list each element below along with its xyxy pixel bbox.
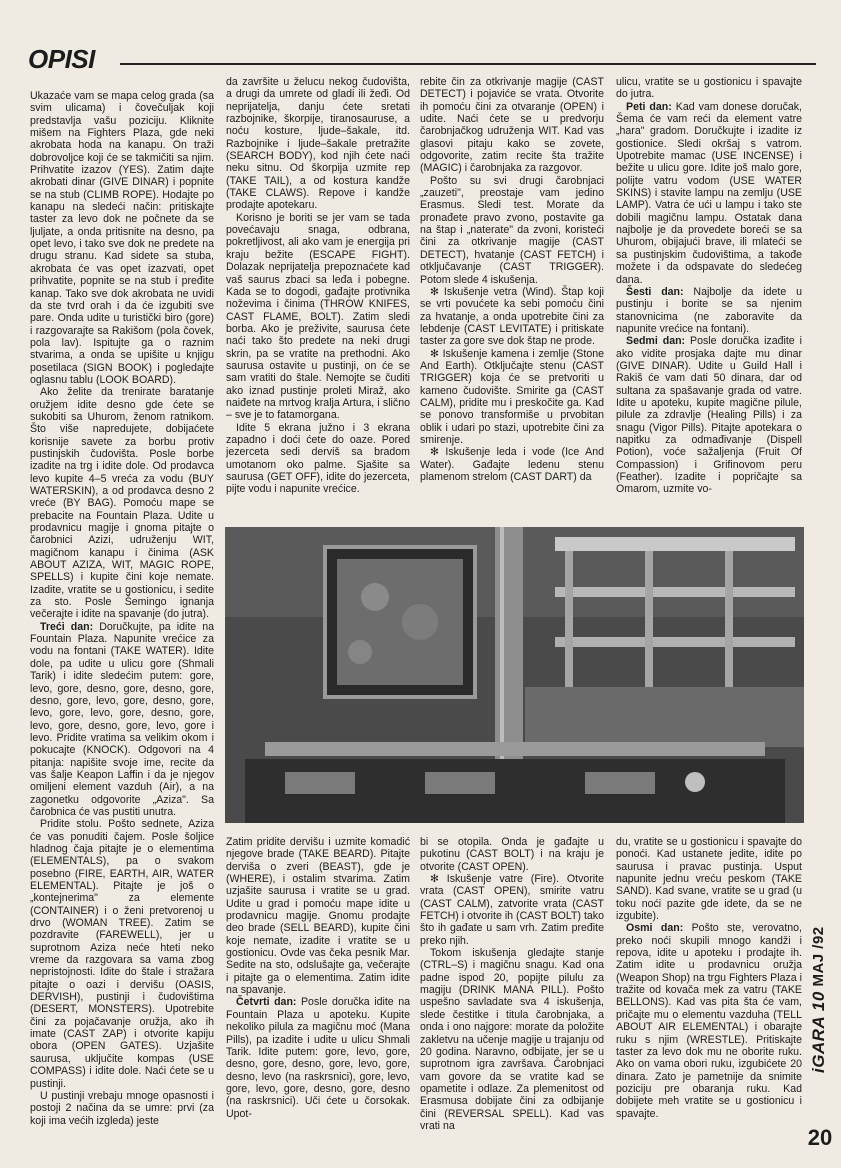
page-number: 20: [807, 1125, 833, 1150]
paragraph-eighth-day: Osmi dan: Pošto ste, verovatno, preko noći skupili mnogo kandži i repova, idite u apoteku i prodajte ih. Zatim idite u prodavnicu oružja (Weapon Shop) na trgu Fighters Plaza i tražite od kovača mek za vatru (TAKE BELLONS). Kad vas pita šta će vam, pričajte mu o elementu vazduha (TELL ABOUT AIR ELEMENTAL) i obarajte ruku s njim (WRESTLE). Pritiskajte taster za levo dok mu ne oborite ruku. Ako on vama obori ruku, izgubićete 20 dinara. Zato je pametnije da snimite poziciju pre obaranja ruku. Kad dobijete meh vratite se u gostionicu i spavajte.: [616, 922, 802, 1120]
paragraph: Pridite stolu. Pošto sednete, Aziza će vas ponuditi čajem. Posle šoljice hladnog čaja pitajte je o elementima (ELEMENTALS), pa o svakom posebno (FIRE, EARTH, AIR, WATER ELEMENTAL). Pitajte je još o „kontejnerima" za elemente (CONTAINER) i o ženi pretvorenoj u drvo (WOMAN TREE). Zatim se pozdravite (FAREWELL), jer u suprotnom Aziza neće hteti neko vreme da razgovara sa vama zbog nepristojnosti. Idite do štale i stražara pitajte o oazi i dervišu (OASIS, DERVISH), pustinji i čudovištima (DESERT, MONSTERS). Upotrebite čini za pojačavanje oružja, ako ih imate (CAST ZAP) i otvorite kapiju obora (OPEN GATES). Uzjašite saurusa, uključite kompas (USE COMPASS) i idite dole. Naći ćete se u pustinji.: [30, 818, 214, 1090]
column-2-bottom: [226, 836, 410, 1156]
paragraph: ✻ Iskušenje vetra (Wind). Štap koji se vrti povućete ka sebi pomoću čini za hvatanje, a onda upotrebite čini za lebdenje (CAST LEVITATE) i pritiskate taster za gore sve dok štap ne prode.: [420, 285, 604, 348]
section-title: OPISI: [28, 44, 95, 74]
paragraph: da završite u želucu nekog čudovišta, a drugi da umrete od gladi ili žeđi. Od neprijatelja, danju ćete sretati razbojnike, škorpije, tiranosauruse, a noću kosture, ljude–šakale, itd. Razbojnike i ljude–šakale pretražite (SEARCH BODY), kod njih ćete naći neku sitnu. Od škorpija uzmite rep (TAKE TAIL), a od kostura kandže (TAKE CLAWS). Repove i kandže prodajte apotekaru.: [226, 76, 410, 212]
paragraph: ✻ Iskušenje vatre (Fire). Otvorite vrata (CAST OPEN), smirite vatru (CAST CALM), zatvorite vrata (CAST FETCH) i otvorite ih (CAST BOLT) tako što ih gađate u sam vrh. Zatim pređite preko njih.: [420, 873, 604, 947]
column-3-bottom: [420, 836, 604, 1156]
paragraph: Zatim pridite dervišu i uzmite komadić njegove brade (TAKE BEARD). Pitajte derviša o zveri (BEAST), gde je (WHERE), i ostalim stvarima. Zatim uzjašite saurusa i vratite se u grad. Udite u grad i pomoću mape idite u prodavnicu magije. Gnomu prodajte deo brade (SELL BEARD), kupite čini koje nemate, izadite i vratite se u gostionicu. Ovde vas čeka pesnik Mar. Sedite na sto, odslušajte ga, večerajte i pitajte ga o elementima. Zatim idite na spavanje.: [226, 836, 410, 997]
column-4-top: [616, 76, 802, 526]
paragraph-seventh-day: Sedmi dan: Posle doručka izađite i ako vidite prosjaka dajte mu dinar (GIVE DINAR). Udite u Guild Hall i Rakiš će vam dati 50 dinara, dar od sultana za spašavanje grada od vatre. Idite u apoteku, kupite magične pilule, pilule za zdravlje (Healing Pills) i za snagu (Vigor Pills). Pitajte apotekara o napitku za odmađivanje (Dispell Potion), voće sažaljenja (Fruit Of Compassion) i Grifinovom peru (Feather). Izadite i popričajte sa Omarom, uzmite vo-: [616, 335, 802, 496]
day-heading: Šesti dan:: [626, 285, 684, 298]
magazine-name: iGARA 10: [809, 991, 828, 1074]
game-scene-illustration: [225, 527, 804, 823]
section-header: [28, 44, 816, 74]
column-1: [30, 90, 214, 1158]
column-2-top: [226, 76, 410, 526]
paragraph-third-day: Treći dan: Doručkujte, pa idite na Fountain Plaza. Napunite vrećice za vodu na fontani (TAKE WATER). Idite dole, pa udite u ulicu gore (Shmali Tarik) i idite sledećim putem: gore, levo, gore, desno, gore, desno, gore, desno, gore, levo, gore, desno, gore, levo, gore, levo, gore, desno, gore, levo, gore, desno, gore, levo, gore i levo. Pridite vratima sa velikim okom i pokucajte (KNOCK). Odgovori na 4 pitanja: napišite svoje ime, recite da vas šalje Keapon Laffin i da je njegov omiljeni element vazduh (Air), a na zagonetku odgovorite „Aziza". Sa čarobnica će vas pustiti unutra.: [30, 620, 214, 818]
game-screenshot: [225, 527, 804, 823]
paragraph: ✻ Iskušenje kamena i zemlje (Stone And Earth). Otključajte stenu (CAST TRIGGER) koja će se pretvoriti u kameno čudovište. Smirite ga (CAST CALM), pridite mu i preskočite ga. Kad se ponovo transformiše u prvobitan oblik i udari po stazi, upotrebite čini za smirenje.: [420, 347, 604, 446]
paragraph: U pustinji vrebaju mnoge opasnosti i postoji 2 načina da se umre: prvi (za koji ima većih izgleda) jeste: [30, 1089, 214, 1127]
issue-date: MAJ /92: [810, 926, 827, 987]
column-4-bottom: [616, 836, 802, 1156]
paragraph: du, vratite se u gostionicu i spavajte do ponoći. Kad ustanete jedite, idite po saurusa i pravac pustinja. Usput napunite jednu vreću peskom (TAKE SAND). Kad svane, vratite se u grad (u toku noći pazite gde idete, da se ne izgubite).: [616, 836, 802, 923]
day-heading: Osmi dan:: [626, 922, 684, 935]
paragraph-fourth-day: Četvrti dan: Posle doručka idite na Fountain Plaza u apoteku. Kupite nekoliko pilula za magičnu moć (Mana Pills), pa izadite i udite u ulicu Shmali Tarik. Idite putem: gore, levo, gore, desno, gore, desno, gore, levo, gore, desno, levo (na raskrsnici), gore, levo, gore, levo, gore, desno, gore, desno (na raskrsnici). Uči ćete u čorsokak. Upot-: [226, 996, 410, 1120]
paragraph: Ako želite da trenirate baratanje oružjem idite desno gde ćete se sukobiti sa Uhurom, ženom ratnikom. Što više napredujete, dobijaćete korisnije savete za borbu protiv pustinjskih čudovišta. Posle borbe izadite na trg i idite dole. Od prodavca levo kupite 4–5 vreća za vodu (BUY WATERSKIN), a od prodavca desno 2 vreće (BY BAG). Pomoću mape se prebacite na Fountain Plaza. Udite u prodavnicu magije i gnoma pitajte o čarobnici Azizi, udruženju WIT, magičnom kanapu i činima (ASK ABOUT AZIZA, WIT, MAGIC ROPE, SPELLS) i kupite čini koje nemate. Izadite, vratite se u gostionicu, i sedite za sto. Posle Šemingo ignanja večerajte i idite na spavanje (do jutra).: [30, 386, 214, 621]
day-heading: Sedmi dan:: [626, 335, 686, 348]
day-heading: Četvrti dan:: [236, 996, 297, 1009]
issue-label: [809, 880, 829, 1120]
paragraph: ulicu, vratite se u gostionicu i spavajte do jutra.: [616, 76, 802, 101]
paragraph: Pošto su svi drugi čarobnjaci „zauzeti", preostaje vam jedino Erasmus. Sledi test. Morate da pronađete pravo zvono, postavite ga na štap i „naterate" da zvoni, koristeći čini za otkrivanje magije (CAST DETECT), hvatanje (CAST FETCH) i otključavanje (CAST TRIGGER). Potom slede 4 iskušenja.: [420, 174, 604, 286]
paragraph: Idite 5 ekrana južno i 3 ekrana zapadno i doći ćete do oaze. Pored jezerceta sedi derviš sa bradom umotanom oko palme. Sjašite sa saurusa (GET OFF), idite do jezerceta, pijte vodu i napunite vrećice.: [226, 421, 410, 496]
paragraph: bi se otopila. Onda je gađajte u pukotinu (CAST BOLT) i na kraju je otvorite (CAST OPEN).: [420, 836, 604, 873]
day-heading: Peti dan:: [626, 100, 672, 113]
paragraph: Ukazaće vam se mapa celog grada (sa svim ulicama) i čovečuljak koji predstavlja vašu poziciju. Kliknite mišem na Fighters Plaza, gde neki akrobata hoda na kanapu. On traži dobrovoljce koji će se takmičiti sa njim. Prihvatite izazov (YES). Zatim dajte akrobati dinar (GIVE DINAR) i popnite se na stub (CLIMB ROPE). Hodajte po kanapu na sledeći način: pritiskajte taster za levo dok ne počnete da se ljuljate, a onda pritisnite na desno, pa opet levo, i tako sve dok ne predete na drugu stranu. Kad sidete sa stuba, akrobata će vas opet izazvati, opet prihvatite, popnite se na stub i pređite kanap. Tako sve dok akrobata ne uvidi da ste tvrd orah i da će izgubiti sve pare. Onda udite u turistički biro (gore) i razgovarajte sa Rakišom (pola čovek, pola lav). Ispitujte ga o raznim stvarima, a onda se upišite u knjigu posetilaca (SIGN BOOK) i pogledajte oglasnu tablu (LOOK BOARD).: [30, 90, 214, 386]
column-3-top: [420, 76, 604, 526]
paragraph: rebite čin za otkrivanje magije (CAST DETECT) i pojaviće se vrata. Otvorite ih pomoću čini za otvaranje (OPEN) i udite. Naći ćete se u predvorju čarobnjačkog udruženja WIT. Kad vas glasovi pitaju kako se zovete, odgovorite, zatim recite šta tražite (MAGIC) i čarobnjaka za razgovor.: [420, 76, 604, 175]
paragraph: Tokom iskušenja gledajte stanje (CTRL–S) i magičnu snagu. Kad ona padne ispod 20, popijte pilulu za magiju (DRINK MANA PILL). Pošto uspešno savladate sva 4 iskušenja, slede čestitke i titula čarobnjaka, a onda i ono najgore: morate da položite zakletvu na učenje magije u trajanju od 20 godina. Naravno, odbijate, jer se u suprotnom igra završava. Čarobnjaci vam govore da se vratite kad se opametite i odlaze. Za plemenitost od Erasmusa dobijate čini za odbijanje čini (REVERSAL SPELL). Kad vas vrati na: [420, 947, 604, 1132]
margin-label: [805, 876, 833, 1166]
paragraph: ✻ Iskušenje leda i vode (Ice And Water). Gađajte ledenu stenu plamenom strelom (CAST DART) da: [420, 446, 604, 483]
day-heading: Treći dan:: [40, 620, 94, 633]
paragraph: Korisno je boriti se jer vam se tada povećavaju snaga, odbrana, pokretljivost, ali ako vam je energija pri kraju bežite (ESCAPE FIGHT). Dolazak neprijatelja prepoznaćete kad vaš saurus zbaci sa leđa i pobegne. Kada se to dogodi, gađajte protivnika noževima i činima (THROW KNIFES, CAST FLAME, BOLT). Zatim sledi borba. Ako je preživite, saurusa ćete naći tako što predete na neki drugi skrin, pa se vratite na prethodni. Ako saurusa ostavite u pustinji, on će se sam vratiti do štale. Nemojte se čuditi ako iznad pustinje proleti Miraž, ako naiđete na mrtvog kralja Arturа, i slično – sve je to fatamorgana.: [226, 211, 410, 422]
header-rule: [120, 63, 816, 65]
paragraph-fifth-day: Peti dan: Kad vam donese doručak, Šema će vam reći da element vatre „hara" gradom. Doručkujte i izadite iz gostionice. Sledi okršaj s vatrom. Upotrebite mamac (USE INCENSE) i bežite u ulicu gore. Idite još malo gore, polijte vatru vodom (USE WATER SKINS) i stavite lampu na zemlju (USE LAMP). Vatra će ući u lampu i tako ste dobili magičnu lampu. Ostatak dana najbolje je da provedete boreći se sa Uhurom, obijajući brave, ili mlateći se sa pustinjskim čudovištima, a takođe možete i da odspavate do sledećeg dana.: [616, 100, 802, 286]
paragraph-sixth-day: Šesti dan: Najbolje da idete u pustinju i borite se sa njenim stanovnicima (ne zaboravite da napunite vrećice na fontani).: [616, 285, 802, 335]
